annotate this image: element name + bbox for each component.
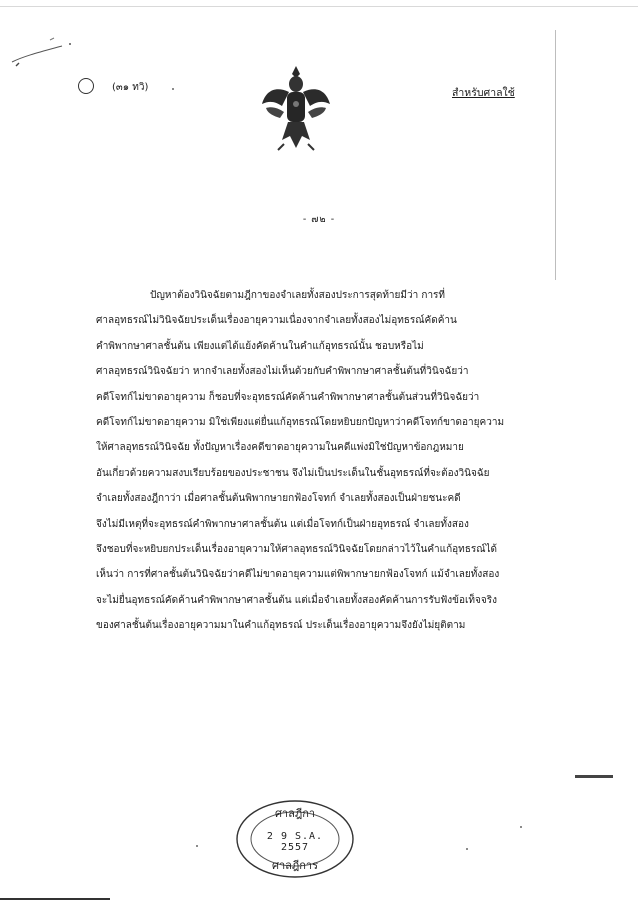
stamp-bottom-text: ศาลฎีการ <box>271 859 319 872</box>
paragraph-line: ของศาลชั้นต้นเรื่องอายุความมาในคำแก้อุทธรณ์ ประเด็นเรื่องอายุความจึงยังไม่ยุติตาม <box>96 620 466 632</box>
paragraph-line: คำพิพากษาศาลชั้นต้น เพียงแต่ได้แย้งคัดค้านในคำแก้อุทธรณ์นั้น ชอบหรือไม่ <box>96 340 424 352</box>
page-number: - ๗๒ - <box>302 214 336 225</box>
paragraph-line: อันเกี่ยวด้วยความสงบเรียบร้อยของประชาชน จึงไม่เป็นประเด็นในชั้นอุทธรณ์ที่จะต้องวินิจฉัย <box>96 467 490 479</box>
paragraph-line: ปัญหาต้องวินิจฉัยตามฎีกาของจำเลยทั้งสองประการสุดท้ายมีว่า การที่ <box>150 290 446 301</box>
scan-right-rule <box>555 30 556 280</box>
paragraph-line: คดีโจทก์ไม่ขาดอายุความ มิใช่เพียงแต่ยื่นแก้อุทธรณ์โดยหยิบยกปัญหาว่าคดีโจทก์ขาดอายุความ <box>96 417 505 429</box>
paragraph-line: ศาลอุทธรณ์วินิจฉัยว่า หากจำเลยทั้งสองไม่เห็นด้วยกับคำพิพากษาศาลชั้นต้นที่วินิจฉัยว่า <box>96 366 469 378</box>
scan-dash-mark <box>575 775 613 778</box>
scan-speck <box>196 845 198 847</box>
scan-speck <box>172 88 174 90</box>
paragraph-line: ศาลอุทธรณ์ไม่วินิจฉัยประเด็นเรื่องอายุความเนื่องจากจำเลยทั้งสองไม่อุทธรณ์คัดค้าน <box>96 315 457 327</box>
scan-speck <box>466 848 468 850</box>
stamp-top-text: ศาลฎีกา <box>274 807 316 820</box>
punch-hole-circle <box>78 78 94 94</box>
court-use-label: สำหรับศาลใช้ <box>452 87 515 99</box>
judgment-paragraph <box>96 283 556 639</box>
paragraph-line: ให้ศาลอุทธรณ์วินิจฉัย ทั้งปัญหาเรื่องคดีขาดอายุความในคดีแพ่งมิใช่ปัญหาข้อกฎหมาย <box>96 442 464 454</box>
paragraph-line: เห็นว่า การที่ศาลชั้นต้นวินิจฉัยว่าคดีไม่ขาดอายุความแต่พิพากษายกฟ้องโจทก์ แม้จำเลยทั้งสอง <box>96 569 500 581</box>
scan-smudge-mark <box>10 36 80 70</box>
paragraph-line: จึงไม่มีเหตุที่จะอุทธรณ์คำพิพากษาศาลชั้นต้น แต่เมื่อโจทก์เป็นฝ่ายอุทธรณ์ จำเลยทั้งสอง <box>96 518 469 530</box>
form-number: (๓๑ ทวิ) <box>112 82 149 93</box>
paragraph-line: จำเลยทั้งสองฎีกาว่า เมื่อศาลชั้นต้นพิพากษายกฟ้องโจทก์ จำเลยทั้งสองเป็นฝ่ายชนะคดี <box>96 493 461 505</box>
garuda-emblem-icon <box>258 60 334 156</box>
stamp-date: 2 9 S.A. 2557 <box>266 831 324 853</box>
paragraph-line: จะไม่ยื่นอุทธรณ์คัดค้านคำพิพากษาศาลชั้นต้น แต่เมื่อจำเลยทั้งสองคัดค้านการรับฟังข้อเท็จจริง <box>96 594 497 606</box>
paragraph-line: จึงชอบที่จะหยิบยกประเด็นเรื่องอายุความให้ศาลอุทธรณ์วินิจฉัยโดยกล่าวไว้ในคำแก้อุทธรณ์ได้ <box>96 544 498 556</box>
paragraph-line: คดีโจทก์ไม่ขาดอายุความ ก็ชอบที่จะอุทธรณ์คัดค้านคำพิพากษาศาลชั้นต้นส่วนที่วินิจฉัยว่า <box>96 391 480 403</box>
scan-top-edge <box>0 6 638 7</box>
scan-speck <box>520 826 522 828</box>
scan-bottom-edge <box>0 898 110 900</box>
